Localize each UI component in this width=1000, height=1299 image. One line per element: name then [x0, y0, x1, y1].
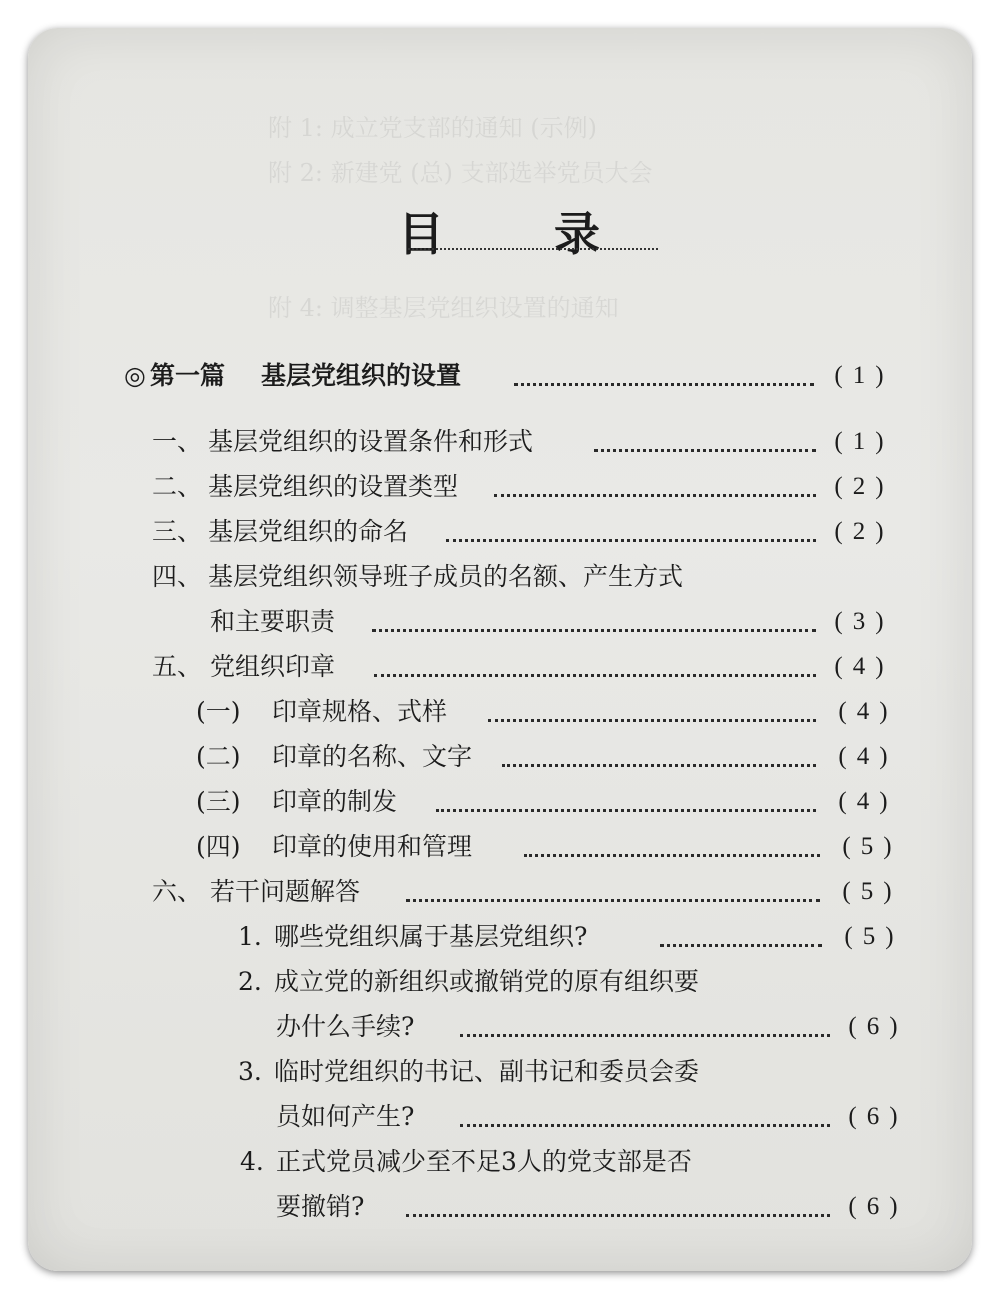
show-through-text: 附 1: 成立党支部的通知 (示例) — [268, 114, 597, 142]
entry-title-continued: 和主要职责 — [210, 607, 336, 636]
toc-section-heading[interactable] — [28, 356, 972, 396]
toc-entry-continuation[interactable] — [28, 1097, 972, 1137]
toc-entry[interactable] — [28, 467, 972, 507]
show-through-text: 附 4: 调整基层党组织设置的通知 — [268, 294, 619, 322]
entry-title: 临时党组织的书记、副书记和委员会委 — [274, 1057, 700, 1086]
entry-number: (二) — [196, 742, 241, 771]
title-char-2: 录 — [554, 207, 602, 261]
entry-number: 2. — [238, 967, 262, 996]
toc-entry-continuation[interactable] — [28, 1007, 972, 1047]
toc-entry[interactable] — [28, 422, 972, 462]
leader-dots — [502, 764, 816, 767]
entry-title-continued: 要撤销? — [276, 1192, 365, 1221]
entry-number: 3. — [238, 1057, 262, 1086]
entry-number: 1. — [238, 922, 262, 951]
toc-entry-continuation[interactable] — [28, 602, 972, 642]
page-title — [28, 198, 972, 264]
page-number: (1) — [834, 362, 894, 389]
page-number: (2) — [834, 518, 894, 545]
page-number: (5) — [842, 833, 902, 860]
toc-entry[interactable] — [28, 647, 972, 687]
toc-entry[interactable] — [28, 512, 972, 552]
page-number: (4) — [838, 788, 898, 815]
entry-number: 二、 — [152, 472, 203, 501]
leader-dots — [374, 674, 816, 677]
entry-title: 基层党组织的命名 — [208, 517, 409, 546]
entry-title: 印章的使用和管理 — [272, 832, 473, 861]
page-number: (5) — [842, 878, 902, 905]
entry-title: 基层党组织领导班子成员的名额、产生方式 — [208, 562, 684, 591]
entry-title-continued: 办什么手续? — [276, 1012, 415, 1041]
entry-number: 一、 — [152, 427, 203, 456]
entry-title: 印章的名称、文字 — [272, 742, 473, 771]
entry-number: 4. — [240, 1147, 264, 1176]
page-number: (4) — [834, 653, 894, 680]
toc-entry[interactable] — [28, 962, 972, 1002]
page-number: (3) — [834, 608, 894, 635]
leader-dots — [514, 383, 814, 386]
book-page-photo — [28, 28, 972, 1271]
entry-number: 六、 — [152, 877, 203, 906]
leader-dots — [372, 629, 816, 632]
entry-title: 党组织印章 — [210, 652, 336, 681]
page-number: (4) — [838, 698, 898, 725]
entry-title-continued: 员如何产生? — [276, 1102, 415, 1131]
toc-entry[interactable] — [28, 782, 972, 822]
page-number: (2) — [834, 473, 894, 500]
leader-dots — [660, 944, 822, 947]
toc-entry[interactable] — [28, 1142, 972, 1182]
toc-entry[interactable] — [28, 917, 972, 957]
entry-number: (一) — [196, 697, 241, 726]
page-number: (4) — [838, 743, 898, 770]
entry-number: (三) — [196, 787, 241, 816]
title-char-1: 目 — [398, 207, 446, 261]
leader-dots — [406, 899, 820, 902]
toc-entry[interactable] — [28, 827, 972, 867]
page-number: (1) — [834, 428, 894, 455]
title-underline — [408, 248, 658, 250]
leader-dots — [488, 719, 816, 722]
entry-number: 四、 — [152, 562, 203, 591]
toc-entry[interactable] — [28, 737, 972, 777]
page-number: (6) — [848, 1013, 908, 1040]
page-number: (5) — [844, 923, 904, 950]
entry-title: 正式党员减少至不足3人的党支部是否 — [276, 1147, 692, 1176]
section-title: 基层党组织的设置 — [261, 361, 462, 390]
toc-entry-continuation[interactable] — [28, 1187, 972, 1227]
leader-dots — [406, 1214, 830, 1217]
entry-title: 哪些党组织属于基层党组织? — [274, 922, 588, 951]
leader-dots — [436, 809, 816, 812]
entry-title: 基层党组织的设置类型 — [208, 472, 459, 501]
entry-title: 若干问题解答 — [210, 877, 361, 906]
leader-dots — [460, 1124, 830, 1127]
show-through-text: 附 2: 新建党 (总) 支部选举党员大会 — [268, 159, 653, 187]
leader-dots — [460, 1034, 830, 1037]
page-number: (6) — [848, 1103, 908, 1130]
leader-dots — [594, 449, 816, 452]
entry-title: 基层党组织的设置条件和形式 — [208, 427, 534, 456]
toc-entry[interactable] — [28, 872, 972, 912]
entry-number: 五、 — [152, 652, 203, 681]
page-number: (6) — [848, 1193, 908, 1220]
entry-title: 成立党的新组织或撤销党的原有组织要 — [274, 967, 700, 996]
leader-dots — [494, 494, 816, 497]
toc-entry[interactable] — [28, 1052, 972, 1092]
section-marker: ◎ — [124, 361, 146, 390]
entry-title: 印章规格、式样 — [272, 697, 448, 726]
entry-number: (四) — [196, 832, 241, 861]
toc-entry[interactable] — [28, 557, 972, 597]
entry-number: 三、 — [152, 517, 203, 546]
leader-dots — [446, 539, 816, 542]
entry-title: 印章的制发 — [272, 787, 398, 816]
leader-dots — [524, 854, 820, 857]
toc-entry[interactable] — [28, 692, 972, 732]
section-label: 第一篇 — [150, 361, 226, 390]
